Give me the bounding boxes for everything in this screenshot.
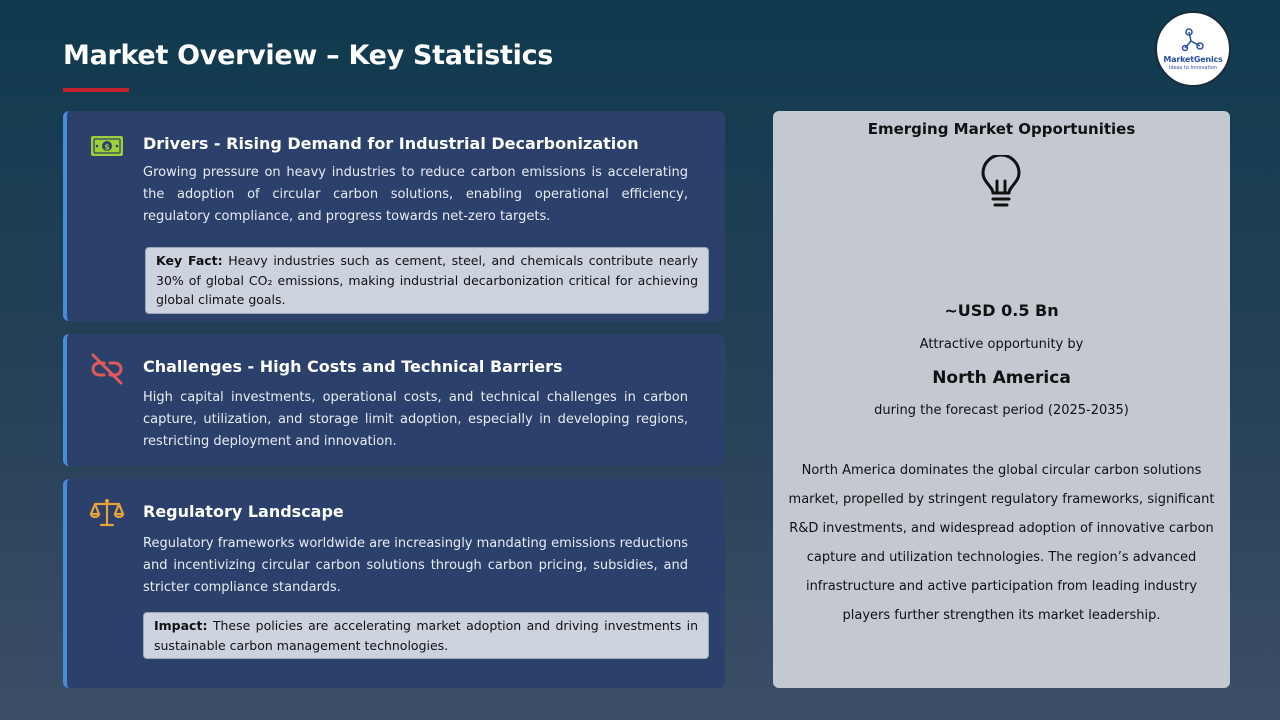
scales-icon xyxy=(89,495,125,531)
opportunity-title: Emerging Market Opportunities xyxy=(867,120,1136,138)
impact-text: These policies are accelerating market adoption and driving investments in sustainable carbon management technologies. xyxy=(154,618,698,653)
company-logo xyxy=(1155,11,1231,87)
title-underline xyxy=(63,88,129,92)
lightbulb-icon xyxy=(977,155,1025,211)
key-fact-label: Key Fact: xyxy=(156,253,223,268)
regulatory-heading: Regulatory Landscape xyxy=(143,502,344,521)
key-fact-text: Heavy industries such as cement, steel, and chemicals contribute nearly 30% of global CO₂ emissions, making industrial decarbonization critical for achieving global climate goals. xyxy=(156,253,698,307)
impact-box xyxy=(143,612,709,659)
regulatory-card xyxy=(63,479,725,688)
drivers-body: Growing pressure on heavy industries to reduce carbon emissions is accelerating the adoption of circular carbon solutions, enabling operational efficiency, regulatory compliance, and progress towards net-zero targets. xyxy=(143,165,688,224)
logo-tagline: Ideas to Innovation xyxy=(1168,65,1218,71)
svg-text:$: $ xyxy=(104,142,110,152)
money-icon xyxy=(89,128,125,164)
molecule-icon xyxy=(1180,27,1206,53)
page-title: Market Overview – Key Statistics xyxy=(63,40,554,71)
opportunity-description: North America dominates the global circular carbon solutions market, propelled by stringent regulatory frameworks, significant R&D investments, and widespread adoption of innovative carbon capture and utilization technologies. The region’s advanced infrastructure and active participation from leading industry players further strengthen its market leadership. xyxy=(788,463,1215,623)
challenges-heading: Challenges - High Costs and Technical Barriers xyxy=(143,357,563,376)
challenges-body: High capital investments, operational costs, and technical challenges in carbon capture, utilization, and storage limit adoption, especially in developing regions, restricting deployment and innovation. xyxy=(143,390,688,449)
impact-label: Impact: xyxy=(154,618,208,633)
regulatory-body: Regulatory frameworks worldwide are increasingly mandating emissions reductions and incentivizing circular carbon solutions through carbon pricing, subsidies, and stricter compliance standards. xyxy=(143,536,688,595)
opportunity-panel xyxy=(773,111,1230,688)
broken-link-icon xyxy=(89,351,125,387)
opportunity-subtitle: Attractive opportunity by xyxy=(919,337,1084,352)
drivers-heading: Drivers - Rising Demand for Industrial Decarbonization xyxy=(143,134,639,153)
opportunity-value: ~USD 0.5 Bn xyxy=(944,301,1059,320)
drivers-card xyxy=(63,111,725,321)
forecast-period: during the forecast period (2025-2035) xyxy=(874,403,1129,418)
challenges-card xyxy=(63,334,725,466)
key-fact-box xyxy=(145,247,709,314)
logo-name: MarketGenics xyxy=(1163,55,1223,64)
opportunity-region: North America xyxy=(932,368,1071,388)
